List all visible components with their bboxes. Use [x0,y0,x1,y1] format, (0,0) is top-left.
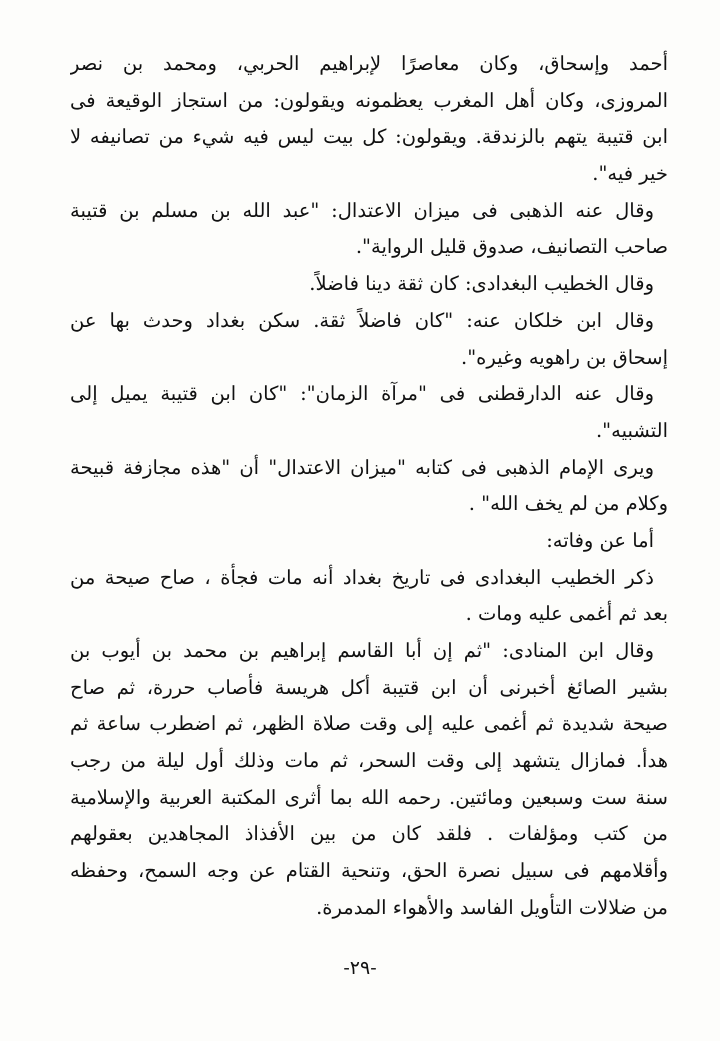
page-number: -٢٩- [343,957,377,979]
text-line: وكلام من لم يخف الله" . [468,492,668,516]
text-line: وقال عنه الذهبى فى ميزان الاعتدال: "عبد الله بن مسلم بن قتيبة [70,198,654,222]
text-line: بشير الصائغ أخبرنى أن ابن قتيبة أكل هريسة فأصاب حررة، ثم صاح [70,675,668,699]
text-line: أحمد وإسحاق، وكان معاصرًا لإبراهيم الحربي، ومحمد بن نصر [70,52,668,75]
text-line: وقال ابن المنادى: "ثم إن أبا القاسم إبراهيم بن محمد بن أيوب بن [70,639,654,662]
text-line: من كتب ومؤلفات . فلقد كان من بين الأفذاذ المجاهدين بعقولهم [70,822,668,846]
text-line: سنة ست وسبعين ومائتين. رحمه الله بما أثرى المكتبة العربية والإسلامية [70,785,668,809]
text-line: وقال عنه الدارقطنى فى "مرآة الزمان": "كان ابن قتيبة يميل إلى [70,382,654,406]
body-text [70,46,668,927]
text-line: التشبيه". [595,418,668,442]
text-line: هدأ. فمازال يتشهد إلى وقت السحر، ثم مات وذلك أول ليلة من رجب [70,749,668,773]
text-line: وقال الخطيب البغدادى: كان ثقة دينا فاضلاً. [309,272,654,296]
text-line: خير فيه". [592,162,668,186]
text-line: صيحة شديدة ثم أغمى عليه إلى وقت صلاة الظهر، ثم اضطرب ساعة ثم [70,712,668,736]
text-line: صاحب التصانيف، صدوق قليل الرواية". [355,235,668,259]
text-line: إسحاق بن راهويه وغيره". [461,345,668,369]
text-line: وقال ابن خلكان عنه: "كان فاضلاً ثقة. سكن بغداد وحدث بها عن [70,308,654,332]
text-line: ابن قتيبة يتهم بالزندقة. ويقولون: كل بيت ليس فيه شيء من تصانيفه لا [70,125,668,149]
section-heading: أما عن وفاته: [546,528,654,552]
text-line: وأقلامهم فى سبيل نصرة الحق، وتنحية القتام عن وجه السمح، وحفظه [70,859,668,883]
text-line: المروزى، وكان أهل المغرب يعظمونه ويقولون: من استجاز الوقيعة فى [70,88,668,112]
text-line: ويرى الإمام الذهبى فى كتابه "ميزان الاعتدال" أن "هذه مجازفة قبيحة [70,455,654,479]
text-line: ذكر الخطيب البغدادى فى تاريخ بغداد أنه مات فجأة ، صاح صيحة من [70,565,654,589]
text-line: من ضلالات التأويل الفاسد والأهواء المدمرة. [316,895,668,919]
text-line: بعد ثم أغمى عليه ومات . [465,602,668,626]
